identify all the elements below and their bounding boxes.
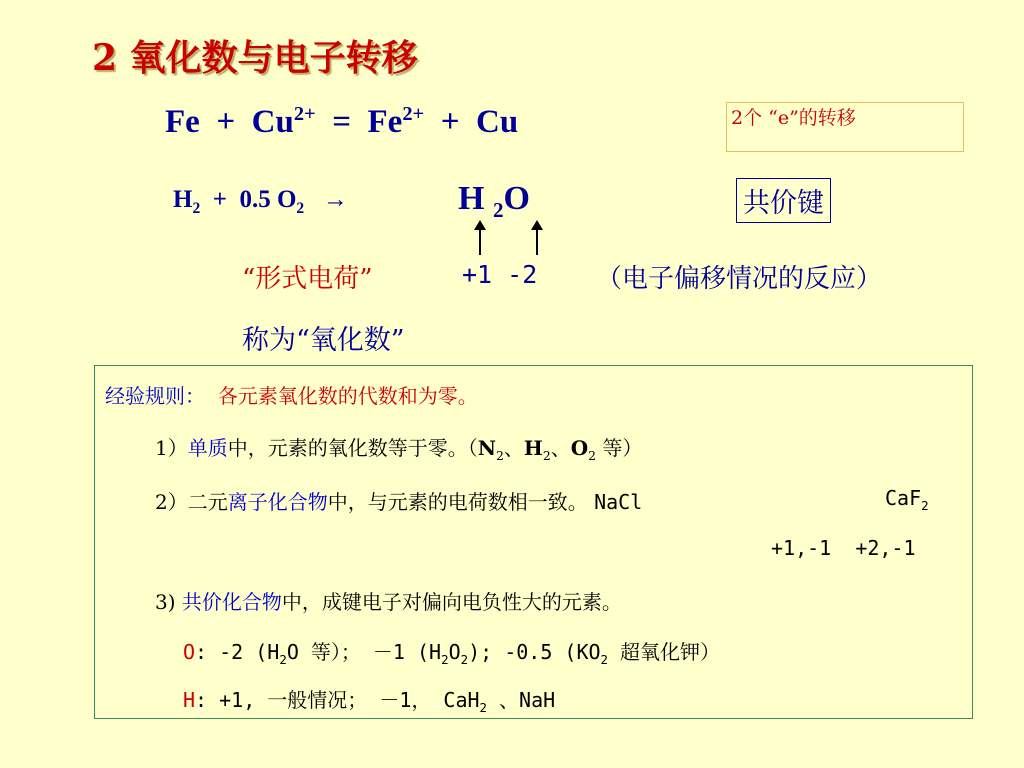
rule-hydrogen-sub: 2 (479, 700, 488, 715)
rule-2-value-caf2: +2,-1 (855, 536, 916, 560)
rules-heading-row (105, 380, 478, 409)
rule-1-sep1: 、 (503, 436, 524, 460)
h2o-o: O (503, 180, 530, 217)
rule-1-text: 中，元素的氧化数等于零。（ (227, 436, 478, 460)
rule-1-o: O (570, 436, 589, 460)
rule-3-num: 3) (155, 590, 182, 614)
rule-2-caf: CaF (885, 486, 922, 510)
rule-1-h: H (523, 436, 543, 460)
page-title (92, 30, 418, 81)
rule-oxygen-d: ); -0.5 (KO (468, 640, 601, 664)
rule-1-n-sub: 2 (496, 448, 504, 463)
rule-hydrogen-b: 、NaH (487, 688, 556, 712)
eq1-plus: + (216, 104, 236, 140)
eq1-plus2: + (440, 104, 460, 140)
rule-hydrogen-a: : +1, 一般情况； －1， CaH (195, 688, 480, 712)
up-arrow-icon (536, 229, 538, 255)
eq2-h: H (173, 186, 193, 213)
equation-h2-o2 (173, 186, 348, 217)
eq1-fe: Fe (165, 104, 200, 140)
formal-charge-label: “形式电荷” (242, 264, 373, 294)
oxidation-numbers: +1 -2 (462, 260, 538, 289)
rule-1-key: 单质 (187, 436, 228, 460)
rule-hydrogen-el: H (183, 688, 196, 712)
rule-2-caf-sub: 2 (921, 498, 929, 513)
rule-oxygen-sub3: 2 (460, 652, 469, 667)
rule-oxygen (183, 636, 720, 665)
rule-2-key: 离子化合物 (227, 490, 328, 514)
rule-2-num: 2）二元 (155, 490, 228, 514)
rule-oxygen-sub1: 2 (279, 652, 287, 667)
rule-1-n: N (477, 436, 497, 460)
rules-heading-rule: 各元素氧化数的代数和为零。 (217, 384, 478, 408)
rule-1-h-sub: 2 (542, 448, 551, 463)
eq1-equals: = (332, 104, 351, 140)
rule-hydrogen (183, 684, 555, 713)
rule-2-caf2 (885, 486, 929, 513)
eq1-fe2: Fe (367, 104, 403, 140)
rule-2-text: 中，与元素的电荷数相一致。 (327, 490, 588, 514)
title-text: 氧化数与电子转移 (129, 37, 418, 79)
eq1-cu2: Cu (476, 104, 519, 140)
rule-oxygen-sub2: 2 (441, 652, 449, 667)
h2o-h: H (458, 180, 485, 217)
oxidation-number-term: 称为“氧化数” (242, 325, 405, 356)
rule-oxygen-e: 超氧化钾） (608, 640, 721, 664)
eq1-cu-charge: 2+ (293, 103, 316, 125)
rule-2-value-nacl: +1,-1 (771, 536, 832, 560)
rule-1 (155, 432, 642, 461)
water-formula (458, 180, 530, 222)
rule-1-num: 1） (155, 436, 188, 460)
rule-2 (155, 486, 642, 515)
title-number: 2 (92, 37, 118, 79)
rule-3-key: 共价化合物 (181, 590, 282, 614)
rule-1-sep2: 、 (550, 436, 571, 460)
rule-oxygen-b: O 等）； －1 (H (286, 640, 442, 664)
eq2-o2: 0.5 O (239, 186, 297, 213)
rule-2-values (771, 536, 916, 560)
rule-1-end: 等） (602, 436, 643, 460)
rules-heading: 经验规则： (105, 384, 205, 408)
up-arrow-icon (479, 229, 481, 255)
rule-oxygen-sub4: 2 (600, 652, 609, 667)
eq1-cu: Cu (251, 104, 294, 140)
rule-3 (155, 586, 622, 615)
reaction-arrow-icon: → (322, 186, 348, 213)
reaction-note: （电子偏移情况的反应） (596, 264, 883, 294)
rules-box (94, 365, 973, 719)
rule-2-nacl: NaCl (594, 490, 643, 514)
eq2-plus: + (212, 186, 227, 213)
h2o-sub: 2 (492, 197, 504, 222)
electron-transfer-note: 2个 “e”的转移 (726, 102, 964, 152)
eq2-o-sub: 2 (296, 200, 305, 217)
eq2-h-sub: 2 (192, 200, 201, 217)
rule-oxygen-el: O (183, 640, 196, 664)
rule-3-text: 中，成键电子对偏向电负性大的元素。 (281, 590, 622, 614)
eq1-fe2-charge: 2+ (402, 103, 425, 125)
rule-oxygen-c: O (448, 640, 461, 664)
equation-fe-cu (165, 104, 518, 141)
covalent-bond-label: 共价键 (736, 178, 831, 223)
rule-oxygen-a: : -2 (H (195, 640, 280, 664)
rule-1-o-sub: 2 (588, 448, 597, 463)
